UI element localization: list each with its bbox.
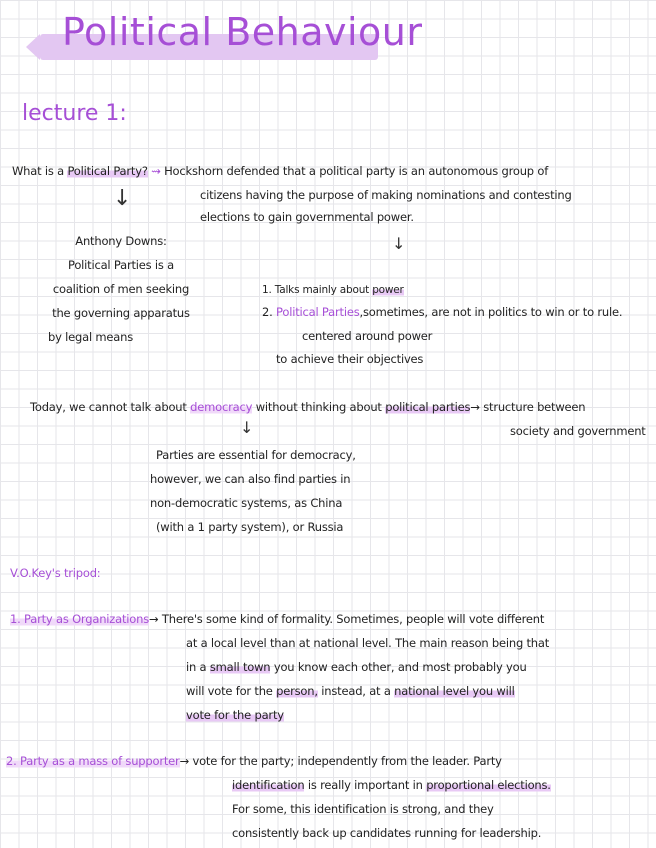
point-1	[262, 279, 404, 301]
definition-line-1: Hockshorn defended that a political party is an autonomous group of	[164, 164, 549, 178]
political-parties-term: Political Parties	[276, 305, 360, 319]
organizations-line-5	[186, 704, 284, 726]
organizations-line-4	[186, 680, 515, 702]
person-term: person,	[276, 684, 318, 698]
mass-line-4: consistently back up candidates running for leadership.	[232, 826, 542, 840]
point-2-number: 2.	[262, 305, 273, 319]
parties-line: non-democratic systems, as China	[150, 496, 343, 510]
political-party-term: Political Party?	[67, 164, 148, 178]
today-suffix: → structure between	[470, 400, 586, 414]
org-text: in a	[186, 660, 207, 674]
point-2-text: ,sometimes, are not in politics to win or to rule.	[359, 305, 623, 319]
national-level-term: national level you will	[394, 684, 515, 698]
squiggle-arrow-icon: ⇝	[151, 164, 161, 178]
downs-line: Political Parties is a	[68, 258, 174, 272]
vote-for-party-term: vote for the party	[186, 708, 284, 722]
small-town-term: small town	[209, 660, 271, 674]
downs-line: the governing apparatus	[52, 306, 190, 320]
parties-line: (with a 1 party system), or Russia	[156, 520, 344, 534]
arrow-down-icon: ↓	[240, 418, 254, 437]
parties-line: however, we can also find parties in	[150, 472, 351, 486]
today-line-2: society and government	[510, 424, 646, 438]
identification-term: identification	[232, 778, 305, 792]
arrow-down-icon: ↓	[113, 186, 132, 211]
proportional-elections-term: proportional elections.	[426, 778, 551, 792]
today-line	[30, 396, 585, 418]
organizations-text: There's some kind of formality. Sometimes, people will vote different	[161, 612, 545, 626]
mass-line-3: For some, this identification is strong, and they	[232, 802, 494, 816]
mass-line-1	[6, 750, 502, 772]
downs-line: Anthony Downs:	[75, 234, 167, 248]
org-text: will vote for the	[186, 684, 273, 698]
organizations-line-1	[10, 608, 544, 630]
definition-line-2: citizens having the purpose of making nominations and contesting	[200, 188, 572, 202]
mass-text: is really important in	[307, 778, 423, 792]
lecture-heading: lecture 1:	[22, 101, 127, 126]
arrow-right-icon: →	[179, 754, 190, 768]
organizations-line-2: at a local level than at national level. The main reason being that	[186, 636, 550, 650]
point-2-line-3: to achieve their objectives	[276, 352, 424, 366]
definition-line-3: elections to gain governmental power.	[200, 210, 414, 224]
downs-line: by legal means	[48, 330, 134, 344]
org-text: you know each other, and most probably you	[273, 660, 527, 674]
today-prefix: Today, we cannot talk about	[30, 400, 187, 414]
org-text: instead, at a	[321, 684, 391, 698]
point-2	[262, 301, 622, 323]
question-line	[12, 160, 548, 182]
downs-line: coalition of men seeking	[52, 282, 190, 296]
question-prefix: What is a	[12, 164, 64, 178]
organizations-label: 1. Party as Organizations	[10, 612, 149, 626]
organizations-line-3	[186, 656, 527, 678]
mass-text: vote for the party; independently from the leader. Party	[192, 754, 502, 768]
mass-supporter-label: 2. Party as a mass of supporter	[6, 754, 180, 768]
point-1-text: 1. Talks mainly about	[262, 284, 370, 296]
mass-line-2	[232, 774, 551, 796]
political-parties-term: political parties	[385, 400, 471, 414]
today-middle: without thinking about	[255, 400, 382, 414]
page-title: Political Behaviour	[62, 10, 423, 54]
point-2-line-2: centered around power	[302, 329, 433, 343]
power-term: power	[372, 284, 404, 296]
arrow-down-icon: ↓	[392, 234, 406, 253]
parties-line: Parties are essential for democracy,	[156, 448, 356, 462]
democracy-term: democracy	[190, 400, 253, 414]
arrow-right-icon: →	[149, 612, 159, 626]
tripod-heading: V.O.Key's tripod:	[10, 566, 101, 580]
